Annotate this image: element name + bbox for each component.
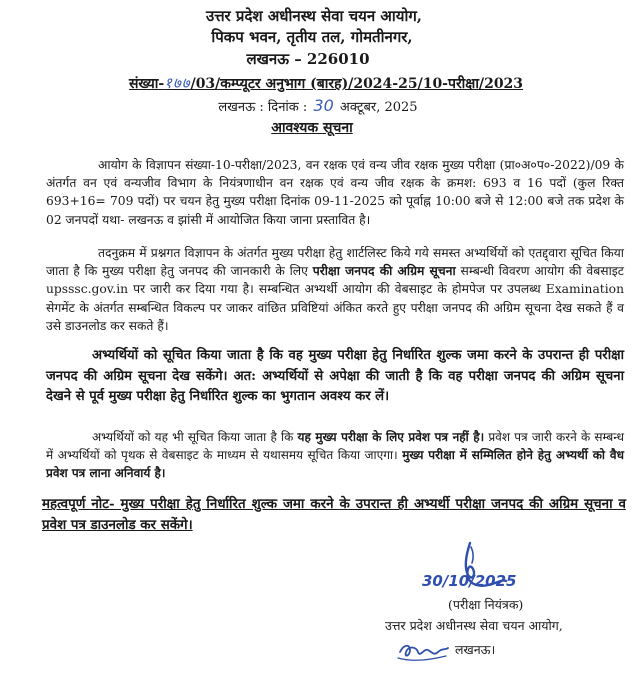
paragraph-district-info (46, 244, 624, 335)
paragraph-fee-notice: अभ्यर्थियों को सूचित किया जाता है कि वह मुख्य परीक्षा हेतु निर्धारित शुल्क जमा करने के उपरान्त ही परीक्षा जनपद की अग्रिम सूचना देख सकेंगे। अत: अभ्यर्थियों से अपेक्षा की जाती है कि वह परीक्षा जनपद की अग्रिम सूचना देखने से पूर्व मुख्य परीक्षा हेतु निर्धारित शुल्क का भुगतान अवश्य कर लें। (46, 348, 624, 404)
office-address: पिकप भवन, तृतीय तल, गोमतीनगर, (211, 28, 413, 46)
date-prefix: लखनऊ : दिनांक : (218, 100, 308, 115)
signature-date-handwritten: 30/10/2025 (422, 572, 517, 590)
signature-icon (440, 535, 530, 605)
signatory-city: लखनऊ। (455, 642, 496, 657)
signatory-org: उत्तर प्रदेश अधीनस्थ सेवा चयन आयोग, (385, 618, 563, 633)
org-name: उत्तर प्रदेश अधीनस्थ सेवा चयन आयोग, (205, 7, 423, 25)
office-city: लखनऊ – 226010 (246, 50, 370, 68)
p4-text-a: अभ्यर्थियों को यह भी सूचित किया जाता है कि (92, 430, 294, 444)
notice-title: आवश्यक सूचना (271, 120, 353, 136)
p4-text-b: प्रवेश पत्र जारी करने के सम्बन्ध में अभ्यर्थियों को पृथक से वेबसाइट के माध्यम से यथासमय सूचित किया जाएगा। (46, 430, 624, 463)
date-day-handwritten: 30 (313, 96, 334, 115)
p2-text-a: तदनुक्रम में प्रश्नगत विज्ञापन के अंतर्गत मुख्य परीक्षा हेतु शार्टलिस्ट किये गये समस्त अभ्यर्थियों को एतद्द्वारा सूचित किया जाता है कि मुख्य परीक्षा हेतु जनपद की जानकारी के लिए (46, 246, 624, 279)
initials-icon (394, 636, 452, 664)
issue-date (0, 96, 636, 118)
p2-bold: परीक्षा जनपद की अग्रिम सूचना (312, 263, 456, 279)
ref-prefix: संख्या- (128, 76, 165, 92)
date-suffix: अक्टूबर, 2025 (339, 100, 418, 115)
paragraph-exam-schedule: आयोग के विज्ञापन संख्या-10-परीक्षा/2023, वन रक्षक एवं वन्य जीव रक्षक मुख्य परीक्षा (प्रा०अ०प०-2022)/09 के अंतर्गत वन एवं वन्यजीव विभाग के नियंत्रणाधीन वन रक्षक एवं वन्य जीव रक्षक के क्रमश: 693 व 16 पदों (कुल रिक्त 693+16= 709 पदों) पर चयन हेतु मुख्य परीक्षा दिनांक 09-11-2025 को पूर्वाह्न 10:00 बजे से 12:00 बजे तक प्रदेश के 02 जनपदों यथा- लखनऊ व झांसी में आयोजित किया जाना प्रस्तावित है। (46, 158, 624, 227)
p4-bold-1: यह मुख्य परीक्षा के लिए प्रवेश पत्र नहीं है। (297, 430, 485, 444)
p2-text-b: सम्बन्धी विवरण आयोग की वेबसाइट upsssc.gov.in पर जारी कर दिया गया है। सम्बन्धित अभ्यर्थी आयोग की वेबसाइट के होमपेज पर उपलब्ध Examination सेगमेंट के अंतर्गत सम्बन्धित विकल्प पर जाकर वांछित प्रविष्टियां अंकित करते हुए परीक्षा जनपद की अग्रिम सूचना देख सकते हैं व उसे डाउनलोड कर सकते हैं। (46, 264, 624, 333)
p4-bold-2: मुख्य परीक्षा में सम्मिलित होने हेतु अभ्यर्थी को वैध प्रवेश पत्र लाना अनिवार्य है। (46, 448, 624, 481)
signatory-designation: (परीक्षा नियंत्रक) (448, 597, 524, 612)
ref-number-handwritten: १७७ (164, 74, 191, 92)
important-note: महत्वपूर्ण नोट- मुख्य परीक्षा हेतु निर्धारित शुल्क जमा करने के उपरान्त ही अभ्यर्थी परीक्षा जनपद की अग्रिम सूचना व प्रवेश पत्र डाउनलोड कर सकेंगे। (42, 496, 626, 533)
paragraph-admit-card (46, 428, 624, 483)
reference-number (8, 73, 636, 94)
ref-suffix: /03/कम्प्यूटर अनुभाग (बारह)/2024-25/10-परीक्षा/2023 (190, 76, 524, 92)
